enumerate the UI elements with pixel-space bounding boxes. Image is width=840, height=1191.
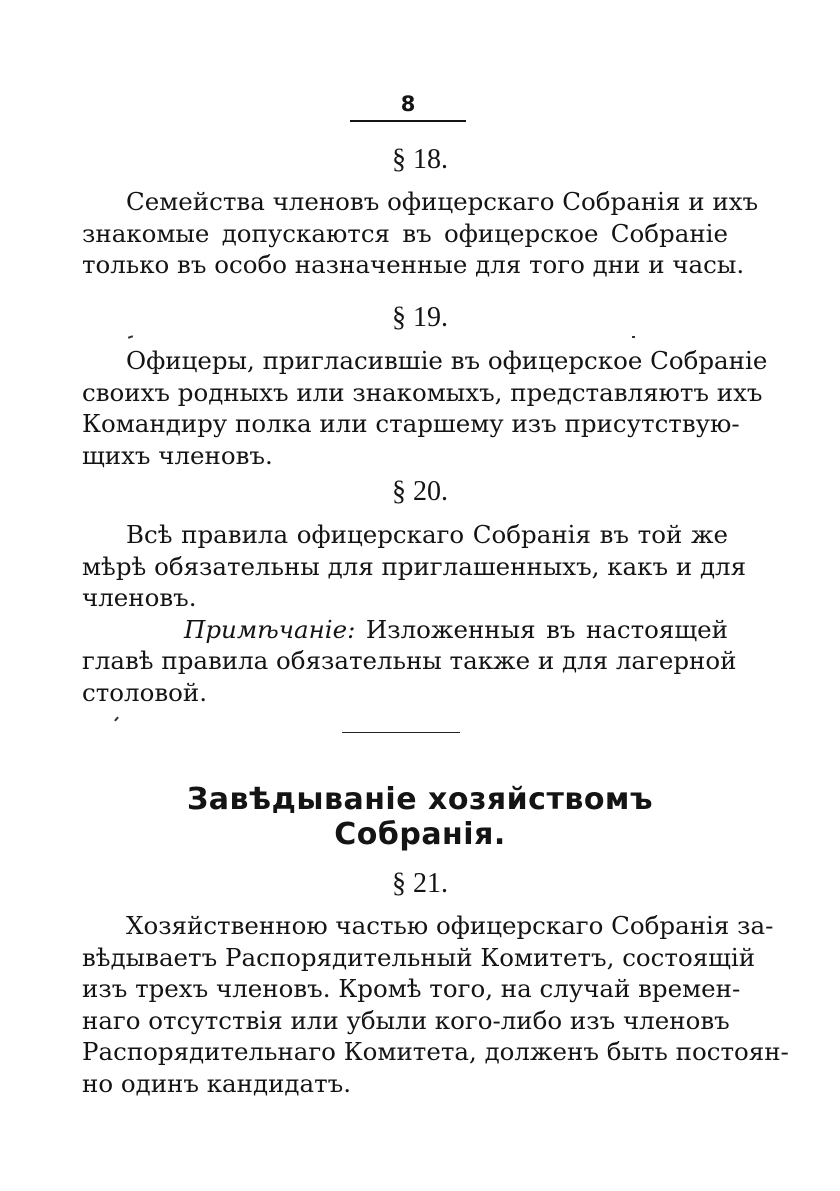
text-line: наго отсутствія или убыли кого-либо изъ членовъ: [82, 1005, 730, 1035]
text-line: своихъ родныхъ или знакомыхъ, представляютъ ихъ: [82, 377, 763, 407]
chapter-heading-line: Завѣдываніе хозяйствомъ: [186, 782, 653, 817]
text-line: мѣрѣ обязательны для приглашенныхъ, какъ и для: [82, 551, 747, 581]
section-18-text: [82, 186, 759, 281]
note-label: Примѣчаніе:: [184, 614, 356, 644]
text-line: членовъ.: [82, 583, 197, 612]
text-line: но одинъ кандидатъ.: [82, 1068, 352, 1098]
page-number-rule: [350, 120, 466, 122]
section-20-title: § 20.: [392, 476, 448, 507]
chapter-heading-line: Собранія.: [334, 817, 506, 852]
text-line: столовой.: [82, 677, 208, 707]
text-line: только въ особо назначенные для того дни и часы.: [82, 250, 745, 279]
section-19-title: § 19.: [392, 302, 448, 333]
chapter-heading: [0, 782, 840, 852]
section-21-text: [82, 910, 789, 1099]
text-line: щихъ членовъ.: [82, 440, 273, 470]
text-line: Командиру полка или старшему изъ присутствую-: [82, 409, 740, 438]
section-21-title: § 21.: [392, 868, 448, 899]
text-line: знакомые допускаются въ офицерское Собраніе: [82, 218, 728, 248]
text-line: Всѣ правила офицерскаго Собранія въ той же: [126, 520, 728, 549]
section-18-title: § 18.: [392, 144, 448, 175]
page-number: 8: [400, 92, 416, 116]
text-line: Распорядительнаго Комитета, долженъ быть постоян-: [82, 1037, 789, 1066]
print-speck: [114, 716, 119, 721]
note-text: Изложенныя въ настоящей: [365, 614, 728, 644]
text-line: Офицеры, пригласившіе въ офицерское Собраніе: [126, 346, 768, 375]
print-speck: [632, 336, 635, 338]
print-speck: [128, 335, 133, 339]
note-first-line: [82, 614, 728, 646]
section-19-text: [82, 345, 768, 471]
section-divider: [342, 732, 460, 733]
text-line: Хозяйственною частью офицерскаго Собранія за-: [126, 911, 774, 940]
text-line: вѣдываетъ Распорядительный Комитетъ, состоящій: [82, 942, 756, 972]
text-line: изъ трехъ членовъ. Кромѣ того, на случай времен-: [82, 974, 741, 1003]
section-20-text: [82, 519, 747, 708]
text-line: главѣ правила обязательны также и для лагерной: [82, 646, 737, 675]
text-line: Семейства членовъ офицерскаго Собранія и ихъ: [126, 187, 759, 216]
